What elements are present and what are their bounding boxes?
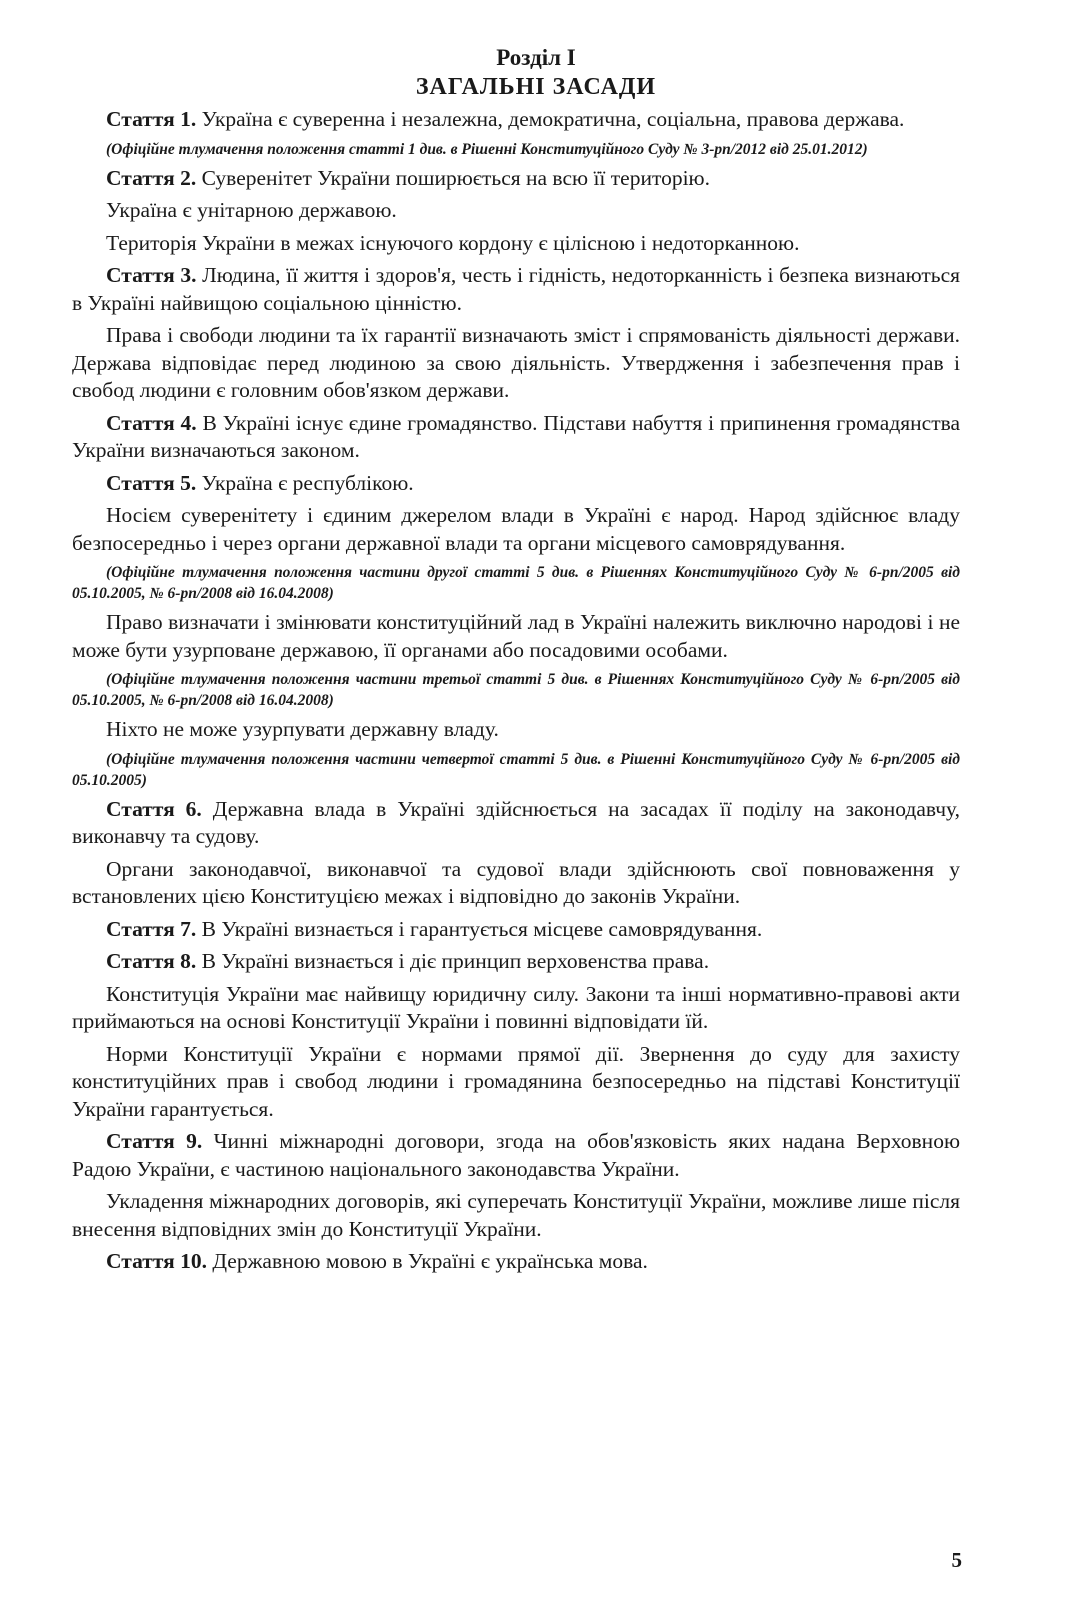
paragraph-text: (Офіційне тлумачення положення частини третьої статті 5 див. в Рішеннях Конституційного Суду № 6-рп/2005 від 05.10.2005, № 6-рп/2008 від 16.04.2008) <box>72 671 960 709</box>
paragraph-text: Територія України в межах існуючого кордону є цілісною і недоторканною. <box>106 230 800 255</box>
paragraph-text: Органи законодавчої, виконавчої та судової влади здійснюють свої повноваження у встановлених цією Конституцією межах і відповідно до законів України. <box>72 856 960 908</box>
article-paragraph <box>72 948 960 976</box>
article-label: Стаття 4. <box>106 410 197 435</box>
paragraph-text: Ніхто не може узурпувати державну владу. <box>106 717 499 741</box>
paragraph <box>72 502 960 557</box>
article-paragraph <box>72 165 960 193</box>
paragraph <box>72 856 960 911</box>
article-paragraph <box>72 1248 960 1276</box>
article-label: Стаття 6. <box>106 796 202 821</box>
article-label: Стаття 1. <box>106 107 197 131</box>
paragraph-text: Право визначати і змінювати конституційний лад в Україні належить виключно народові і не може бути узурповане державою, її органами або посадовими особами. <box>72 610 960 662</box>
paragraph <box>72 322 960 405</box>
paragraph-text: (Офіційне тлумачення положення частини другої статті 5 див. в Рішеннях Конституційного Суду № 6-рп/2005 від 05.10.2005, № 6-рп/2008 від 16.04.2008) <box>72 564 960 602</box>
paragraph-text: Україна є унітарною державою. <box>106 198 397 222</box>
paragraph <box>72 609 960 664</box>
paragraph-text: Чинні міжнародні договори, згода на обов'язковість яких надана Верховною Радою України, є частиною національного законодавства України. <box>72 1129 961 1181</box>
section-number: Розділ I <box>496 45 576 70</box>
paragraph-text: Державною мовою в Україні є українська мова. <box>206 1249 648 1273</box>
paragraph <box>72 230 960 258</box>
article-label: Стаття 7. <box>106 916 197 941</box>
article-paragraph <box>72 796 960 851</box>
article-label: Стаття 9. <box>106 1129 203 1153</box>
paragraph-text: (Офіційне тлумачення положення статті 1 див. в Рішенні Конституційного Суду № 3-рп/2012 від 25.01.2012) <box>106 140 868 158</box>
article-label: Стаття 3. <box>106 263 197 287</box>
paragraph <box>72 197 960 225</box>
article-paragraph <box>72 470 960 498</box>
paragraph-text: Права і свободи людини та їх гарантії визначають зміст і спрямованість діяльності держави. Держава відповідає перед людиною за свою діяльність. Утвердження і забезпечення прав і свобод людини є головним обов'язком держави. <box>72 323 960 402</box>
paragraph-text: (Офіційне тлумачення положення частини четвертої статті 5 див. в Рішенні Конституційного Суду № 6-рп/2005 від 05.10.2005) <box>72 750 960 789</box>
paragraph-text: В Україні визнається і діє принцип верховенства права. <box>196 949 710 973</box>
paragraph-text: Україна є республікою. <box>196 470 414 495</box>
paragraph-text: Укладення міжнародних договорів, які суперечать Конституції України, можливе лише після внесення відповідних змін до Конституції України. <box>72 1189 960 1241</box>
paragraph-text: Суверенітет України поширюється на всю її територію. <box>196 165 710 190</box>
section-title: ЗАГАЛЬНІ ЗАСАДИ <box>415 74 657 100</box>
paragraph-text: Конституція України має найвищу юридичну силу. Закони та інші нормативно-правові акти приймаються на основі Конституції України і повинні відповідати їй. <box>72 981 960 1033</box>
page-number: 5 <box>951 1548 962 1572</box>
paragraph <box>72 981 960 1036</box>
article-label: Стаття 8. <box>106 949 197 973</box>
paragraph-text: В Україні визнається і гарантується місцеве самоврядування. <box>196 916 763 941</box>
interpretation-note <box>72 562 960 604</box>
paragraph-text: Носієм суверенітету і єдиним джерелом влади в Україні є народ. Народ здійснює владу безпосередньо і через органи державної влади та органи місцевого самоврядування. <box>72 503 960 555</box>
paragraph <box>72 1188 960 1243</box>
paragraph <box>72 716 960 744</box>
article-label: Стаття 5. <box>106 470 197 495</box>
paragraph-text: Україна є суверенна і незалежна, демократична, соціальна, правова держава. <box>196 107 905 131</box>
paragraph-text: В Україні існує єдине громадянство. Підстави набуття і припинення громадянства України визначаються законом. <box>72 410 960 462</box>
interpretation-note <box>72 669 960 711</box>
paragraph-text: Людина, її життя і здоров'я, честь і гідність, недоторканність і безпека визнаються в Україні найвищою соціальною цінністю. <box>72 263 960 315</box>
interpretation-note <box>72 139 960 160</box>
article-paragraph <box>72 106 960 134</box>
paragraph-text: Державна влада в Україні здійснюється на засадах її поділу на законодавчу, виконавчу та судову. <box>72 796 960 848</box>
article-paragraph <box>72 1128 960 1183</box>
article-paragraph <box>72 262 960 317</box>
paragraph <box>72 1041 960 1124</box>
article-paragraph <box>72 410 960 465</box>
article-paragraph <box>72 916 960 944</box>
paragraph-text: Норми Конституції України є нормами прямої дії. Звернення до суду для захисту конституційних прав і свобод людини і громадянина безпосередньо на підставі Конституції України гарантується. <box>72 1041 960 1121</box>
interpretation-note <box>72 749 960 791</box>
section-heading <box>112 44 960 102</box>
article-label: Стаття 2. <box>106 165 197 190</box>
article-label: Стаття 10. <box>106 1249 207 1273</box>
document-body <box>72 106 960 1276</box>
